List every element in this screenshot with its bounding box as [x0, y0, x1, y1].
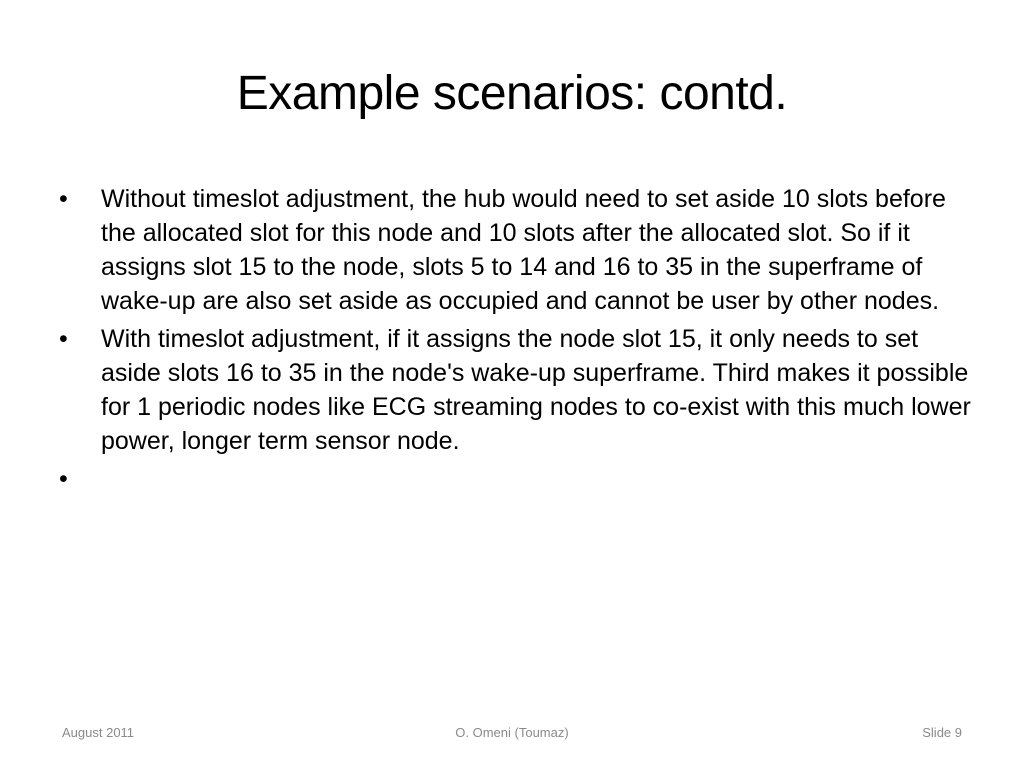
bullet-dot: •: [59, 325, 68, 353]
footer-slide-number: Slide 9: [922, 725, 962, 740]
footer-author: O. Omeni (Toumaz): [455, 725, 569, 740]
bullet-dot: •: [59, 185, 68, 213]
bullet-item: [51, 182, 973, 318]
bullet-text: With timeslot adjustment, if it assigns the node slot 15, it only needs to set aside slots 16 to 35 in the node's wake-up superframe. Third makes it possible for 1 periodic nodes like ECG streaming nodes to co-exist with this much lower power, longer term sensor node.: [101, 325, 971, 455]
bullet-item: [51, 322, 973, 458]
slide-title: Example scenarios: contd.: [236, 67, 788, 120]
footer-date: August 2011: [62, 725, 135, 740]
bullet-dot: •: [59, 465, 68, 493]
bullet-list: [51, 182, 973, 493]
bullet-text: Without timeslot adjustment, the hub would need to set aside 10 slots before the allocated slot for this node and 10 slots after the allocated slot. So if it assigns slot 15 to the node, slots 5 to 14 and 16 to 35 in the superframe of wake-up are also set aside as occupied and cannot be user by other nodes.: [101, 185, 946, 315]
